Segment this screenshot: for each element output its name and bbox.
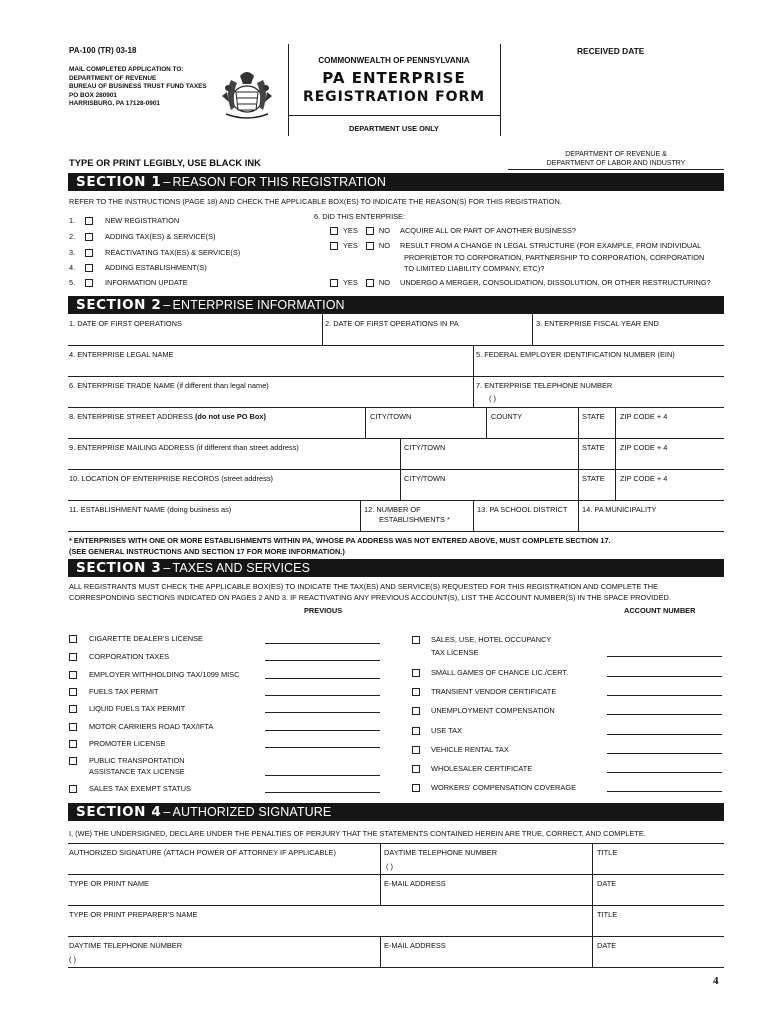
- mail-line: BUREAU OF BUSINESS TRUST FUND TAXES: [69, 83, 207, 91]
- po-box-warning: (do not use PO Box): [194, 412, 266, 421]
- tax-item: [69, 670, 239, 679]
- no-label: NO: [378, 241, 390, 250]
- section-3-intro: ALL REGISTRANTS MUST CHECK THE APPLICABLE BOX(ES) TO INDICATE THE TAX(ES) AND SERVICE(S) REQUESTED FOR THIS REGISTRATION AND COMPLETE THE: [69, 582, 659, 591]
- field-telephone[interactable]: 7. ENTERPRISE TELEPHONE NUMBER: [476, 381, 613, 390]
- account-number-line[interactable]: [265, 792, 380, 793]
- grid-line: [68, 874, 724, 875]
- title-divider: [288, 115, 500, 116]
- print-instruction: TYPE OR PRINT LEGIBLY, USE BLACK INK: [69, 157, 261, 168]
- account-number-line[interactable]: [265, 660, 380, 661]
- mail-line: PO BOX 280901: [69, 91, 117, 99]
- field-county[interactable]: COUNTY: [491, 412, 523, 421]
- grid-line: [592, 843, 593, 967]
- q6-continuation: TO LIMITED LIABILITY COMPANY, ETC)?: [404, 264, 545, 273]
- tax-label: WORKERS' COMPENSATION COVERAGE: [431, 783, 576, 792]
- section-number: SECTION 1: [76, 174, 162, 190]
- account-number-line[interactable]: [265, 730, 380, 731]
- account-number-line[interactable]: [607, 714, 722, 715]
- tax-checkbox-cigarette[interactable]: [69, 635, 77, 643]
- section-title: ENTERPRISE INFORMATION: [172, 298, 345, 312]
- grid-line: [578, 407, 579, 500]
- section-3-header: [68, 559, 724, 577]
- reason-label: INFORMATION UPDATE: [105, 278, 188, 287]
- field-fiscal-year-end[interactable]: 3. ENTERPRISE FISCAL YEAR END: [536, 319, 659, 328]
- tax-checkbox-wholesaler[interactable]: [412, 765, 420, 773]
- tax-item: [412, 745, 509, 754]
- declaration: I, (WE) THE UNDERSIGNED, DECLARE UNDER THE PENALTIES OF PERJURY THAT THE STATEMENTS CONTAINED HEREIN ARE TRUE, CORRECT, AND COMPLETE.: [69, 829, 646, 838]
- tax-checkbox-public-transportation[interactable]: [69, 757, 77, 765]
- pa-state-seal-icon: [216, 66, 278, 120]
- tax-item: [412, 668, 568, 677]
- field-daytime-phone[interactable]: DAYTIME TELEPHONE NUMBER: [384, 848, 498, 857]
- field-number-establishments[interactable]: [364, 505, 450, 525]
- tax-item: [412, 726, 462, 735]
- yes-label: YES: [343, 241, 358, 250]
- tax-item: [69, 652, 169, 661]
- reason-item: [69, 216, 179, 225]
- tax-item: [412, 687, 556, 696]
- field-preparer-phone[interactable]: DAYTIME TELEPHONE NUMBER: [69, 941, 183, 950]
- grid-line: [400, 438, 401, 500]
- grid-line: [68, 936, 724, 937]
- q6-item-text: ACQUIRE ALL OR PART OF ANOTHER BUSINESS?: [400, 226, 576, 235]
- no-label: NO: [378, 226, 390, 235]
- yes-label: YES: [343, 278, 358, 287]
- reason-item: [69, 278, 188, 287]
- tax-item: [412, 635, 551, 644]
- grid-line: [380, 936, 381, 967]
- tax-checkbox-motor-carriers[interactable]: [69, 723, 77, 731]
- grid-line: [68, 905, 724, 906]
- q6-row-merger: [330, 278, 711, 287]
- mail-line: MAIL COMPLETED APPLICATION TO:: [69, 66, 184, 73]
- tax-item: [69, 756, 185, 765]
- reason-checkbox-information-update[interactable]: [85, 279, 93, 287]
- grid-line: [365, 407, 366, 438]
- field-street-state[interactable]: STATE: [582, 412, 605, 421]
- field-email[interactable]: E-MAIL ADDRESS: [384, 879, 446, 888]
- field-label: 12. NUMBER OF: [364, 505, 421, 514]
- department-use-only-label: DEPARTMENT USE ONLY: [349, 124, 439, 133]
- q6-acquire-no-checkbox[interactable]: [366, 227, 374, 235]
- grid-line: [360, 500, 361, 531]
- tax-checkbox-use-tax[interactable]: [412, 727, 420, 735]
- tax-item: [69, 687, 159, 696]
- grid-line: [473, 500, 474, 531]
- tax-label: FUELS TAX PERMIT: [89, 687, 159, 696]
- tax-label: EMPLOYER WITHHOLDING TAX/1099 MISC: [89, 670, 240, 679]
- tax-label: SALES TAX EXEMPT STATUS: [89, 784, 191, 793]
- field-preparer-email[interactable]: E-MAIL ADDRESS: [384, 941, 446, 950]
- section-title: TAXES AND SERVICES: [172, 561, 311, 575]
- reason-label: REACTIVATING TAX(ES) & SERVICE(S): [105, 248, 241, 257]
- tax-item: [412, 764, 532, 773]
- field-street-zip[interactable]: ZIP CODE + 4: [620, 412, 668, 421]
- section-dash: –: [163, 175, 171, 189]
- section-1-intro: REFER TO THE INSTRUCTIONS (PAGE 18) AND CHECK THE APPLICABLE BOX(ES) TO INDICATE THE REASON(S) FOR THIS REGISTRATION.: [69, 197, 562, 206]
- section-number: SECTION 3: [76, 560, 162, 576]
- tax-label: PUBLIC TRANSPORTATION: [89, 756, 185, 765]
- section-number: SECTION 4: [76, 804, 162, 820]
- tax-checkbox-sales-use-hotel[interactable]: [412, 636, 420, 644]
- grid-line: [473, 345, 474, 407]
- account-number-line[interactable]: [265, 775, 380, 776]
- grid-line: [578, 500, 579, 531]
- section-2-header: [68, 296, 724, 314]
- grid-line: [68, 500, 724, 501]
- previous-label: PREVIOUS: [304, 606, 343, 615]
- q6-acquire-yes-checkbox[interactable]: [330, 227, 338, 235]
- reason-item: [69, 263, 207, 272]
- reason-num: 4.: [69, 263, 76, 272]
- field-records-city[interactable]: CITY/TOWN: [404, 474, 446, 483]
- tax-checkbox-small-games[interactable]: [412, 669, 420, 677]
- title-box-right-border: [500, 44, 501, 136]
- tax-checkbox-sales-exempt[interactable]: [69, 785, 77, 793]
- reason-num: 5.: [69, 278, 76, 287]
- q6-item-text: UNDERGO A MERGER, CONSOLIDATION, DISSOLUTION, OR OTHER RESTRUCTURING?: [400, 278, 711, 287]
- section-3-intro: CORRESPONDING SECTIONS INDICATED ON PAGES 2 AND 3. IF REACTIVATING ANY PREVIOUS ACCOUNT(S), LIST THE ACCOUNT NUMBER(S) IN THE SPACE PROVIDED.: [69, 593, 671, 602]
- section-title: AUTHORIZED SIGNATURE: [172, 805, 332, 819]
- account-number-line[interactable]: [265, 712, 380, 713]
- tax-label: MOTOR CARRIERS ROAD TAX/IFTA: [89, 722, 214, 731]
- reason-checkbox-reactivating[interactable]: [85, 249, 93, 257]
- tax-label: PROMOTER LICENSE: [89, 739, 166, 748]
- field-records-zip[interactable]: ZIP CODE + 4: [620, 474, 668, 483]
- field-label: ESTABLISHMENTS *: [379, 515, 450, 524]
- form-title-line-1: PA ENTERPRISE: [322, 69, 466, 87]
- field-preparer-name[interactable]: TYPE OR PRINT PREPARER'S NAME: [69, 910, 198, 919]
- tax-item: [69, 722, 213, 731]
- dept-line-2: DEPARTMENT OF LABOR AND INDUSTRY: [546, 160, 686, 167]
- phone-area-code: ( ): [386, 862, 393, 871]
- tax-label: SMALL GAMES OF CHANCE LIC./CERT.: [431, 668, 569, 677]
- account-number-line[interactable]: [265, 695, 380, 696]
- account-number-line[interactable]: [607, 772, 722, 773]
- mail-line: DEPARTMENT OF REVENUE: [69, 74, 157, 82]
- field-date-first-operations-pa[interactable]: 2. DATE OF FIRST OPERATIONS IN PA: [325, 319, 459, 328]
- grid-line: [68, 843, 724, 844]
- tax-label: CIGARETTE DEALER'S LICENSE: [89, 634, 203, 643]
- q6-legal-structure-yes-checkbox[interactable]: [330, 242, 338, 250]
- grid-line: [68, 531, 724, 532]
- section-title: REASON FOR THIS REGISTRATION: [172, 175, 387, 189]
- reason-num: 2.: [69, 232, 76, 241]
- field-print-name[interactable]: TYPE OR PRINT NAME: [69, 879, 149, 888]
- section-4-header: [68, 803, 724, 821]
- form-title-line-2: REGISTRATION FORM: [303, 89, 485, 105]
- field-date-first-operations[interactable]: 1. DATE OF FIRST OPERATIONS: [69, 319, 182, 328]
- grid-line: [68, 407, 724, 408]
- grid-line: [68, 469, 724, 470]
- grid-line: [68, 376, 724, 377]
- reason-num: 1.: [69, 216, 76, 225]
- field-date[interactable]: DATE: [597, 879, 617, 888]
- yes-label: YES: [343, 226, 358, 235]
- reason-checkbox-new-registration[interactable]: [85, 217, 93, 225]
- field-legal-name[interactable]: 4. ENTERPRISE LEGAL NAME: [69, 350, 174, 359]
- field-records-state[interactable]: STATE: [582, 474, 605, 483]
- field-records-location[interactable]: 10. LOCATION OF ENTERPRISE RECORDS (street address): [69, 474, 273, 483]
- question-6-label: 6. DID THIS ENTERPRISE:: [314, 212, 406, 221]
- reason-checkbox-adding-taxes[interactable]: [85, 233, 93, 241]
- field-trade-name[interactable]: 6. ENTERPRISE TRADE NAME (if different than legal name): [69, 381, 269, 390]
- grid-line: [68, 438, 724, 439]
- no-label: NO: [378, 278, 390, 287]
- field-label: 8. ENTERPRISE STREET ADDRESS: [69, 412, 195, 421]
- tax-label-continuation: ASSISTANCE TAX LICENSE: [89, 767, 185, 776]
- tax-checkbox-liquid-fuels[interactable]: [69, 705, 77, 713]
- page-number: 4: [713, 975, 719, 987]
- account-number-label: ACCOUNT NUMBER: [624, 606, 696, 615]
- tax-item: [69, 739, 165, 748]
- tax-label: UNEMPLOYMENT COMPENSATION: [431, 706, 555, 715]
- field-school-district[interactable]: 13. PA SCHOOL DISTRICT: [477, 505, 568, 514]
- field-title[interactable]: TITLE: [597, 848, 618, 857]
- reason-num: 3.: [69, 248, 76, 257]
- account-number-line[interactable]: [265, 678, 380, 679]
- tax-item: [69, 784, 191, 793]
- field-mailing-state[interactable]: STATE: [582, 443, 605, 452]
- q6-row-legal-structure: [330, 241, 701, 250]
- tax-item: [69, 634, 203, 643]
- mailing-address: [69, 66, 207, 109]
- grid-line: [68, 345, 724, 346]
- grid-line: [615, 407, 616, 500]
- account-number-line[interactable]: [607, 676, 722, 677]
- section-dash: –: [163, 561, 171, 575]
- account-number-line[interactable]: [607, 791, 722, 792]
- tax-checkbox-workers-comp[interactable]: [412, 784, 420, 792]
- section-2-note: * ENTERPRISES WITH ONE OR MORE ESTABLISHMENTS WITHIN PA, WHOSE PA ADDRESS WAS NOT ENTERED ABOVE, MUST COMPLETE SECTION 17.: [69, 536, 611, 545]
- q6-item-text: RESULT FROM A CHANGE IN LEGAL STRUCTURE (FOR EXAMPLE, FROM INDIVIDUAL: [400, 241, 702, 250]
- grid-line: [380, 843, 381, 905]
- commonwealth-label: COMMONWEALTH OF PENNSYLVANIA: [318, 56, 470, 65]
- tax-checkbox-unemployment[interactable]: [412, 707, 420, 715]
- field-mailing-address[interactable]: 9. ENTERPRISE MAILING ADDRESS (if different than street address): [69, 443, 299, 452]
- field-municipality[interactable]: 14. PA MUNICIPALITY: [582, 505, 657, 514]
- tax-label: CORPORATION TAXES: [89, 652, 170, 661]
- section-1-header: [68, 173, 724, 191]
- grid-line: [322, 314, 323, 345]
- account-number-line[interactable]: [265, 643, 380, 644]
- tax-label: LIQUID FUELS TAX PERMIT: [89, 704, 186, 713]
- departments-label: [510, 150, 722, 168]
- field-establishment-name[interactable]: 11. ESTABLISHMENT NAME (doing business as): [69, 505, 232, 514]
- tax-label: WHOLESALER CERTIFICATE: [431, 764, 533, 773]
- field-preparer-date[interactable]: DATE: [597, 941, 617, 950]
- account-number-line[interactable]: [607, 695, 722, 696]
- field-street-city[interactable]: CITY/TOWN: [370, 412, 412, 421]
- q6-row-acquire: [330, 226, 576, 235]
- tax-item: [412, 783, 576, 792]
- preparer-phone-area-code: ( ): [69, 955, 76, 964]
- reason-item: [69, 232, 215, 241]
- field-ein[interactable]: 5. FEDERAL EMPLOYER IDENTIFICATION NUMBER (EIN): [476, 350, 675, 359]
- tax-checkbox-employer-withholding[interactable]: [69, 671, 77, 679]
- q6-continuation: PROPRIETOR TO CORPORATION, PARTNERSHIP TO CORPORATION, CORPORATION: [404, 253, 705, 262]
- q6-merger-yes-checkbox[interactable]: [330, 279, 338, 287]
- tax-label: USE TAX: [431, 726, 462, 735]
- tax-checkbox-fuels[interactable]: [69, 688, 77, 696]
- field-authorized-signature[interactable]: AUTHORIZED SIGNATURE (ATTACH POWER OF ATTORNEY IF APPLICABLE): [69, 848, 336, 857]
- field-street-address[interactable]: [69, 412, 266, 421]
- section-dash: –: [163, 298, 171, 312]
- reason-label: NEW REGISTRATION: [105, 216, 180, 225]
- grid-line: [486, 407, 487, 438]
- mail-line: HARRISBURG, PA 17128-0901: [69, 100, 160, 108]
- tax-label: VEHICLE RENTAL TAX: [431, 745, 509, 754]
- reason-item: [69, 248, 240, 257]
- grid-line: [532, 314, 533, 345]
- tax-label-continuation: TAX LICENSE: [431, 648, 479, 657]
- tax-label: TRANSIENT VENDOR CERTIFICATE: [431, 687, 557, 696]
- field-preparer-title[interactable]: TITLE: [597, 910, 618, 919]
- department-divider: [508, 169, 724, 170]
- grid-line: [68, 967, 724, 968]
- tax-checkbox-vehicle-rental[interactable]: [412, 746, 420, 754]
- section-2-note: (SEE GENERAL INSTRUCTIONS AND SECTION 17 FOR MORE INFORMATION.): [69, 547, 345, 556]
- telephone-area-code: ( ): [489, 394, 496, 403]
- field-mailing-city[interactable]: CITY/TOWN: [404, 443, 446, 452]
- form-id: PA-100 (TR) 03-18: [69, 46, 137, 55]
- dept-line-1: DEPARTMENT OF REVENUE &: [565, 151, 667, 158]
- account-number-line[interactable]: [607, 753, 722, 754]
- q6-merger-no-checkbox[interactable]: [366, 279, 374, 287]
- tax-item: [69, 704, 185, 713]
- reason-label: ADDING ESTABLISHMENT(S): [105, 263, 207, 272]
- account-number-line[interactable]: [265, 747, 380, 748]
- section-dash: –: [163, 805, 171, 819]
- tax-checkbox-corporation[interactable]: [69, 653, 77, 661]
- tax-checkbox-transient-vendor[interactable]: [412, 688, 420, 696]
- account-number-line[interactable]: [607, 656, 722, 657]
- account-number-line[interactable]: [607, 734, 722, 735]
- reason-label: ADDING TAX(ES) & SERVICE(S): [105, 232, 216, 241]
- field-mailing-zip[interactable]: ZIP CODE + 4: [620, 443, 668, 452]
- reason-checkbox-adding-establishments[interactable]: [85, 264, 93, 272]
- tax-item: [412, 706, 555, 715]
- section-number: SECTION 2: [76, 297, 162, 313]
- q6-legal-structure-no-checkbox[interactable]: [366, 242, 374, 250]
- received-date-label: RECEIVED DATE: [577, 46, 645, 56]
- tax-label: SALES, USE, HOTEL OCCUPANCY: [431, 635, 552, 644]
- tax-checkbox-promoter[interactable]: [69, 740, 77, 748]
